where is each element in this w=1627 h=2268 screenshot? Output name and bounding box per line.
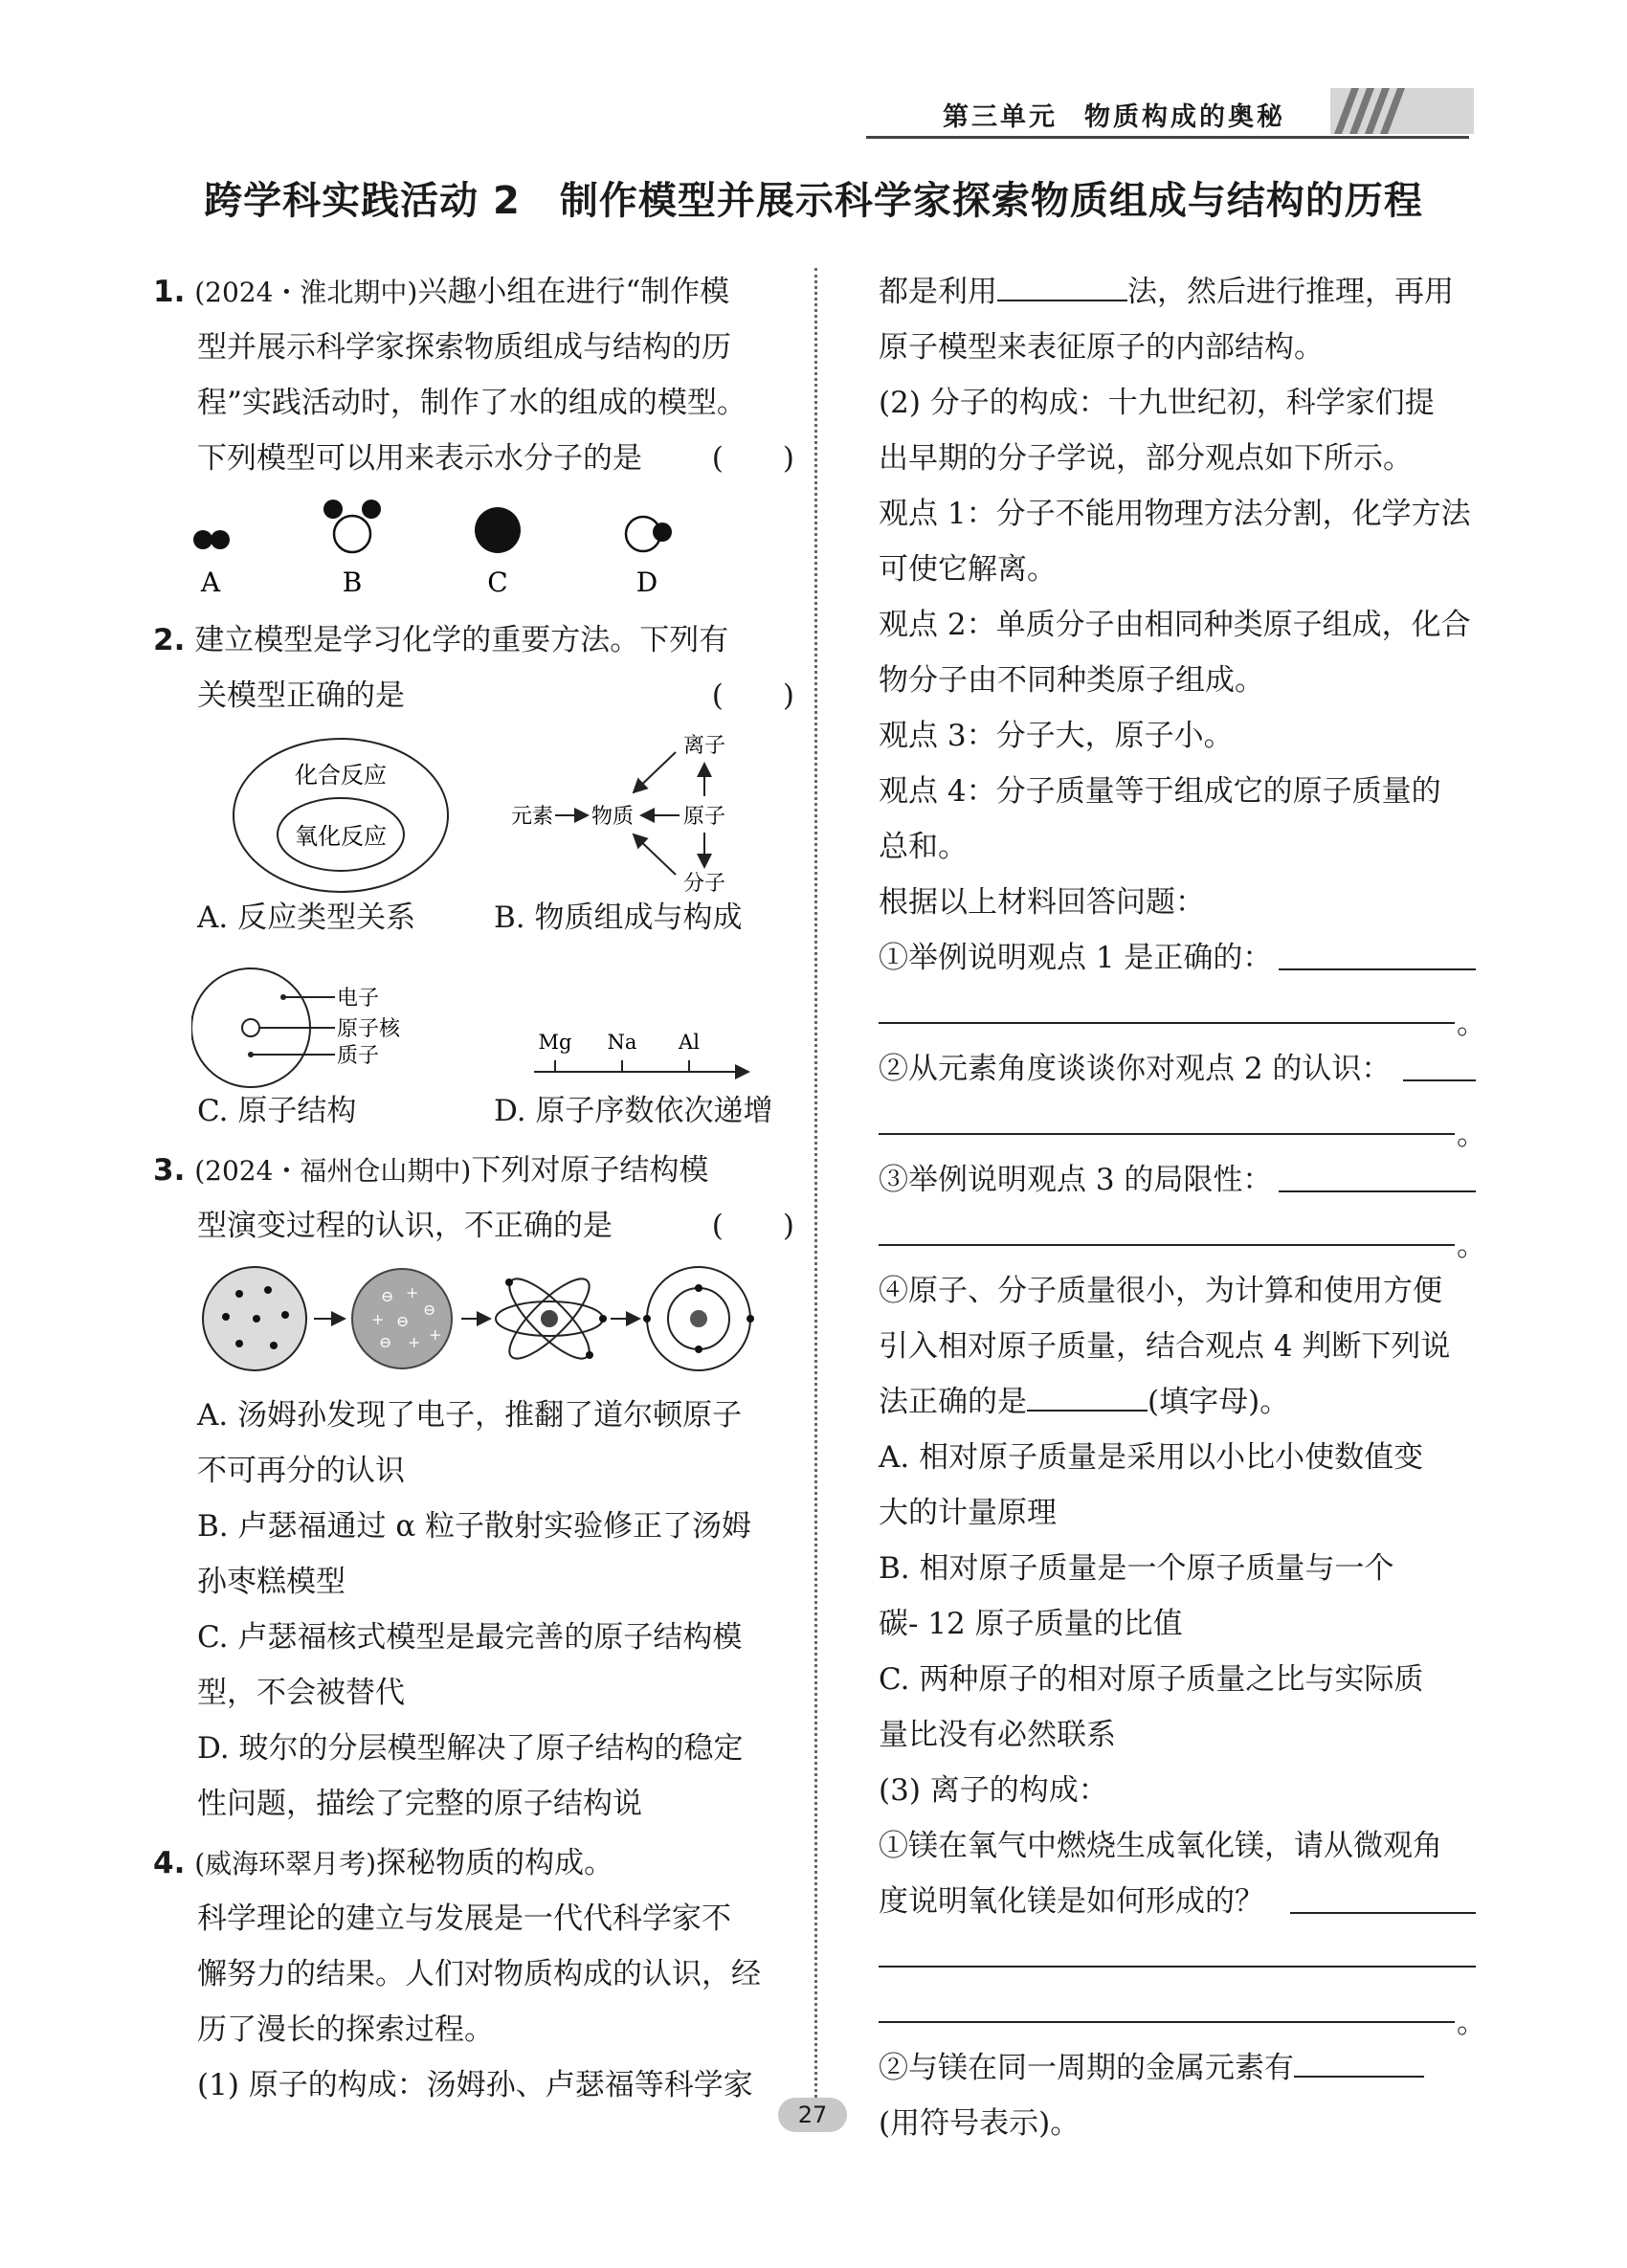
running-header bbox=[943, 96, 1285, 133]
proton-label: 质子 bbox=[337, 1044, 380, 1068]
q2-fig-d-atomic-number-axis bbox=[534, 1022, 754, 1089]
q4-option-a[interactable]: A. 相对原子质量是采用以小比小使数值变 bbox=[879, 1440, 1424, 1475]
rutherford-model bbox=[496, 1269, 607, 1369]
q4-option-b[interactable]: B. 相对原子质量是一个原子质量与一个 bbox=[879, 1551, 1394, 1586]
q1-line-1 bbox=[153, 264, 729, 320]
q3-atom-model-evolution bbox=[201, 1261, 785, 1376]
q3-option-b-cont: 孙枣糕模型 bbox=[197, 1565, 345, 1599]
unit-label: 第三单元 bbox=[943, 102, 1058, 132]
q4-part3-sub1-blank-1[interactable] bbox=[1290, 1912, 1476, 1914]
q4-intro-2: 懈努力的结果。人们对物质构成的认识，经 bbox=[197, 1957, 761, 1991]
q4-part1-suffix: 法，然后进行推理，再用 bbox=[1127, 275, 1454, 309]
q3-line-1 bbox=[153, 1143, 708, 1198]
q3-text: 下列对原子结构模 bbox=[471, 1153, 709, 1188]
q1-answer-paren[interactable]: ( ) bbox=[711, 441, 794, 476]
header-stripes-decoration bbox=[1330, 88, 1474, 134]
q4-sub1: ①举例说明观点 1 是正确的： bbox=[879, 941, 1273, 975]
q2-option-a[interactable]: A. 反应类型关系 bbox=[197, 901, 416, 935]
q4-sub2-period: 。 bbox=[1457, 1118, 1486, 1152]
page-number: 27 bbox=[778, 2098, 847, 2132]
q1-option-a[interactable] bbox=[193, 530, 230, 598]
mg-label: Mg bbox=[538, 1031, 572, 1054]
q4-sub4-prefix: 法正确的是 bbox=[879, 1385, 1027, 1419]
q2-line-1 bbox=[153, 612, 728, 668]
q4-sub4-blank[interactable] bbox=[1027, 1375, 1148, 1412]
electron-label: 电子 bbox=[337, 987, 380, 1011]
q4-r3: (2) 分子的构成：十九世纪初，科学家们提 bbox=[879, 386, 1435, 420]
q1-line-4 bbox=[197, 431, 794, 486]
q4-viewpoint-3: 观点 3：分子大，原子小。 bbox=[879, 719, 1234, 753]
q4-r2: 原子模型来表征原子的内部结构。 bbox=[879, 330, 1324, 365]
q1-source: (2024・淮北期中) bbox=[194, 277, 418, 308]
svg-text:+: + bbox=[406, 1283, 419, 1301]
q4-sub2-blank-2[interactable] bbox=[879, 1133, 1455, 1135]
q4-part3-sub1: ①镁在氧气中燃烧生成氧化镁，请从微观角 bbox=[879, 1829, 1442, 1863]
q4-option-a-cont: 大的计量原理 bbox=[879, 1496, 1057, 1530]
svg-text:⊖: ⊖ bbox=[381, 1287, 394, 1305]
bohr-model bbox=[643, 1267, 754, 1370]
q4-source: (威海环翠月考) bbox=[194, 1848, 377, 1879]
q1-option-a-label: A bbox=[200, 567, 221, 598]
q4-viewpoint-2-cont: 物分子由不同种类原子组成。 bbox=[879, 663, 1264, 698]
q3-source: (2024・福州仓山期中) bbox=[194, 1155, 472, 1187]
nucleus-label: 原子核 bbox=[337, 1017, 401, 1041]
q4-sub4-suffix: (填字母)。 bbox=[1148, 1385, 1290, 1419]
q3-stem: 型演变过程的认识，不正确的是 bbox=[197, 1209, 613, 1243]
q4-r4: 出早期的分子学说，部分观点如下所示。 bbox=[879, 441, 1413, 476]
column-divider bbox=[814, 268, 817, 2115]
q4-part3-sub1-cont: 度说明氧化镁是如何形成的？ bbox=[879, 1884, 1264, 1919]
q1-option-d-label: D bbox=[635, 567, 658, 598]
q2-answer-paren[interactable]: ( ) bbox=[711, 678, 794, 713]
q2-text: 建立模型是学习化学的重要方法。下列有 bbox=[194, 623, 729, 657]
q4-option-c-cont: 量比没有必然联系 bbox=[879, 1718, 1116, 1752]
q4-part3-sub2-blank[interactable] bbox=[1294, 2041, 1424, 2078]
q4-instruction: 根据以上材料回答问题： bbox=[879, 885, 1205, 920]
q3-option-d-cont: 性问题，描绘了完整的原子结构说 bbox=[197, 1787, 642, 1821]
q4-viewpoint-2: 观点 2：单质分子由相同种类原子组成，化合 bbox=[879, 608, 1471, 642]
q3-line-2 bbox=[197, 1198, 794, 1254]
q4-viewpoint-4: 观点 4：分子质量等于组成它的原子质量的 bbox=[879, 774, 1441, 809]
q2-line-2 bbox=[197, 668, 794, 723]
q2-option-b[interactable]: B. 物质组成与构成 bbox=[494, 901, 743, 935]
q4-part3: (3) 离子的构成： bbox=[879, 1773, 1108, 1808]
q4-line-1 bbox=[153, 1835, 613, 1891]
q4-intro-3: 历了漫长的探索过程。 bbox=[197, 2012, 494, 2047]
q3-number: 3. bbox=[153, 1153, 186, 1188]
q4-sub2-blank-1[interactable] bbox=[1403, 1079, 1476, 1081]
q4-method-blank[interactable] bbox=[997, 265, 1127, 301]
q3-option-c-cont: 型，不会被替代 bbox=[197, 1676, 405, 1710]
q2-option-d[interactable]: D. 原子序数依次递增 bbox=[494, 1094, 773, 1128]
inner-set-label: 氧化反应 bbox=[295, 823, 387, 850]
substance-node: 物质 bbox=[591, 805, 635, 829]
unit-title: 物质构成的奥秘 bbox=[1084, 102, 1285, 132]
q3-option-d[interactable]: D. 玻尔的分层模型解决了原子结构的稳定 bbox=[197, 1731, 744, 1766]
svg-text:+: + bbox=[408, 1333, 421, 1351]
q1-option-d[interactable] bbox=[626, 517, 672, 598]
q4-option-c[interactable]: C. 两种原子的相对原子质量之比与实际质 bbox=[879, 1662, 1424, 1697]
q4-heading: 探秘物质的构成。 bbox=[376, 1846, 614, 1880]
q1-option-b-label: B bbox=[342, 567, 363, 598]
q4-sub3: ③举例说明观点 3 的局限性： bbox=[879, 1163, 1273, 1197]
q1-molecule-options bbox=[191, 492, 727, 607]
page-title: 跨学科实践活动 2 制作模型并展示科学家探索物质组成与结构的历程 bbox=[204, 179, 1423, 223]
q4-sub4-cont: 引入相对原子质量，结合观点 4 判断下列说 bbox=[879, 1329, 1451, 1364]
q4-sub3-blank-1[interactable] bbox=[1279, 1190, 1476, 1192]
q1-number: 1. bbox=[153, 275, 186, 309]
q1-line-3: 程”实践活动时，制作了水的组成的模型。 bbox=[197, 386, 747, 420]
q1-line-2: 型并展示科学家探索物质组成与结构的历 bbox=[197, 330, 731, 365]
q4-part3-sub1-blank-3[interactable] bbox=[879, 2021, 1455, 2023]
q4-sub3-blank-2[interactable] bbox=[879, 1244, 1455, 1246]
svg-text:⊖: ⊖ bbox=[396, 1312, 410, 1330]
q1-option-b[interactable] bbox=[323, 500, 381, 598]
svg-text:⊖: ⊖ bbox=[423, 1301, 436, 1319]
q4-part3-sub2 bbox=[879, 2040, 1424, 2096]
q2-option-c[interactable]: C. 原子结构 bbox=[197, 1094, 357, 1128]
q4-part1-text: (1) 原子的构成：汤姆孙、卢瑟福等科学家 bbox=[197, 2068, 753, 2102]
q3-option-b[interactable]: B. 卢瑟福通过 α 粒子散射实验修正了汤姆 bbox=[197, 1509, 752, 1544]
q2-number: 2. bbox=[153, 623, 186, 657]
na-label: Na bbox=[607, 1031, 637, 1054]
q4-viewpoint-4-cont: 总和。 bbox=[879, 830, 968, 864]
element-node: 元素 bbox=[511, 805, 554, 829]
q4-part3-sub2-cont: (用符号表示)。 bbox=[879, 2106, 1081, 2141]
q4-sub1-blank-1[interactable] bbox=[1279, 968, 1476, 970]
q1-option-c-label: C bbox=[487, 567, 508, 598]
molecule-node: 分子 bbox=[683, 872, 726, 896]
q4-part1-line bbox=[879, 264, 1454, 320]
svg-text:⊖: ⊖ bbox=[379, 1333, 392, 1351]
svg-text:+: + bbox=[371, 1310, 385, 1328]
atom-node: 原子 bbox=[683, 805, 726, 829]
al-label: Al bbox=[679, 1031, 700, 1054]
header-rule bbox=[866, 136, 1469, 139]
q1-option-c[interactable] bbox=[475, 507, 521, 598]
q4-sub1-blank-2[interactable] bbox=[879, 1022, 1455, 1024]
q4-part3-sub1-blank-2[interactable] bbox=[879, 1966, 1476, 1968]
q3-answer-paren[interactable]: ( ) bbox=[711, 1209, 794, 1243]
q4-part3-sub1-period: 。 bbox=[1457, 2006, 1486, 2040]
q4-sub3-period: 。 bbox=[1457, 1229, 1486, 1263]
q4-part1-prefix: 都是利用 bbox=[879, 275, 997, 309]
q2-stem: 关模型正确的是 bbox=[197, 678, 405, 713]
q3-option-a-cont: 不可再分的认识 bbox=[197, 1454, 405, 1488]
q4-sub4: ④原子、分子质量很小，为计算和使用方便 bbox=[879, 1274, 1442, 1308]
q4-sub2: ②从元素角度谈谈你对观点 2 的认识： bbox=[879, 1052, 1392, 1086]
q1-stem: 下列模型可以用来表示水分子的是 bbox=[197, 441, 642, 476]
outer-set-label: 化合反应 bbox=[295, 762, 387, 789]
ion-node: 离子 bbox=[683, 734, 726, 758]
q4-part3-sub2-prefix: ②与镁在同一周期的金属元素有 bbox=[879, 2051, 1294, 2085]
q1-text: 兴趣小组在进行“制作模 bbox=[417, 275, 730, 309]
q4-number: 4. bbox=[153, 1846, 186, 1880]
q4-intro-1: 科学理论的建立与发展是一代代科学家不 bbox=[197, 1901, 731, 1936]
dalton-model bbox=[203, 1267, 306, 1370]
thomson-model bbox=[352, 1269, 452, 1368]
q4-viewpoint-1: 观点 1：分子不能用物理方法分割，化学方法 bbox=[879, 497, 1471, 531]
q2-fig-a-reaction-types bbox=[228, 735, 457, 898]
q4-viewpoint-1-cont: 可使它解离。 bbox=[879, 552, 1057, 587]
q4-option-b-cont: 碳- 12 原子质量的比值 bbox=[879, 1607, 1183, 1641]
q3-option-c[interactable]: C. 卢瑟福核式模型是最完善的原子结构模 bbox=[197, 1620, 743, 1655]
q3-option-a[interactable]: A. 汤姆孙发现了电子，推翻了道尔顿原子 bbox=[197, 1398, 743, 1433]
svg-text:+: + bbox=[429, 1325, 442, 1344]
q4-sub1-period: 。 bbox=[1457, 1007, 1486, 1041]
q4-sub4-answer-line bbox=[879, 1374, 1289, 1430]
q2-fig-b-substance-structure bbox=[511, 725, 769, 907]
